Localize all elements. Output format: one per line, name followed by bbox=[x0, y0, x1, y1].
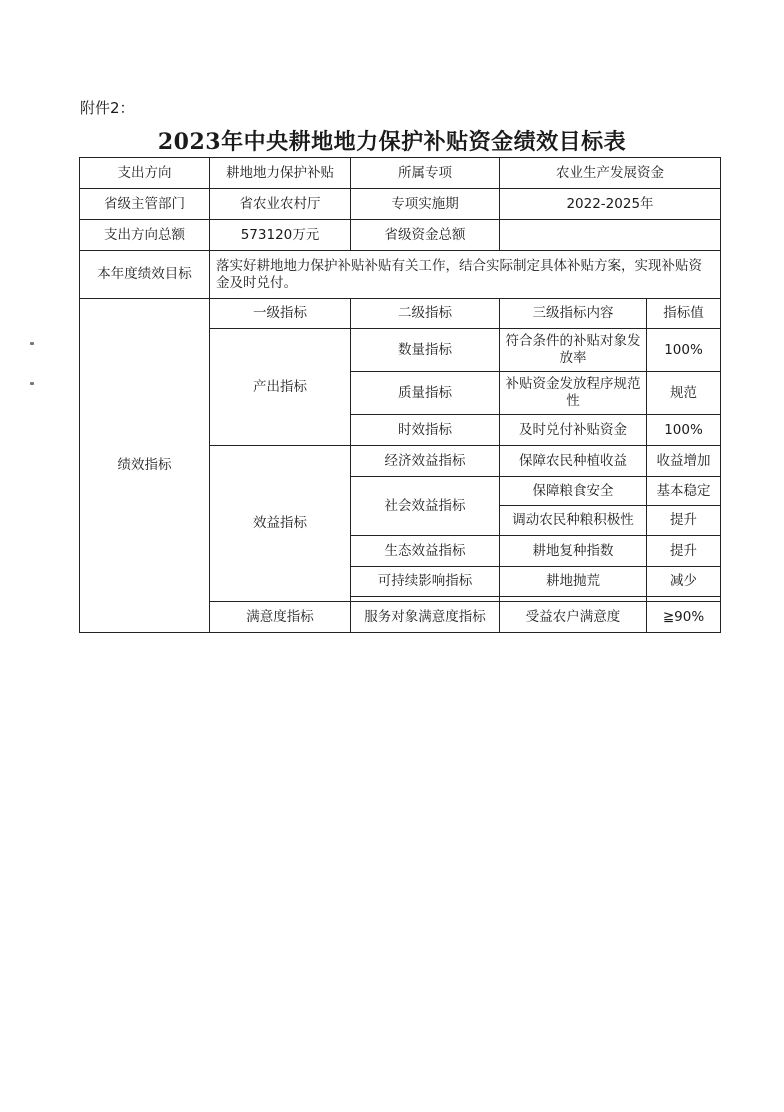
annual-goal-label: 本年度绩效目标 bbox=[80, 251, 210, 299]
annual-goal-text: 落实好耕地地力保护补贴补贴有关工作，结合实际制定具体补贴方案，实现补贴资金及时兑付。 bbox=[210, 251, 721, 299]
level2-quality: 质量指标 bbox=[351, 372, 500, 415]
special-project-label: 所属专项 bbox=[351, 158, 500, 189]
level2-sustainability: 可持续影响指标 bbox=[351, 567, 500, 597]
indicator-value: 100% bbox=[647, 329, 721, 372]
indicator-value: ≧90% bbox=[647, 602, 721, 633]
indicator-value: 规范 bbox=[647, 372, 721, 415]
page-title: 2023年中央耕地地力保护补贴资金绩效目标表 bbox=[157, 129, 627, 155]
total-amount-value: 573120万元 bbox=[210, 220, 351, 251]
table-row bbox=[80, 299, 721, 329]
provincial-funds-value bbox=[500, 220, 721, 251]
attachment-label: 附件2： bbox=[80, 99, 135, 117]
department-label: 省级主管部门 bbox=[80, 189, 210, 220]
expenditure-direction-value: 耕地地力保护补贴 bbox=[210, 158, 351, 189]
indicator-value: 减少 bbox=[647, 567, 721, 597]
level1-output: 产出指标 bbox=[210, 329, 351, 446]
indicator-content: 保障农民种植收益 bbox=[500, 446, 647, 477]
header-level3: 三级指标内容 bbox=[500, 299, 647, 329]
performance-target-table bbox=[79, 157, 721, 633]
level1-satisfaction: 满意度指标 bbox=[210, 602, 351, 633]
indicator-value: 提升 bbox=[647, 536, 721, 567]
goal-row bbox=[80, 251, 721, 299]
level1-benefit: 效益指标 bbox=[210, 446, 351, 602]
total-amount-label: 支出方向总额 bbox=[80, 220, 210, 251]
level2-economic: 经济效益指标 bbox=[351, 446, 500, 477]
scan-mark bbox=[30, 342, 34, 345]
department-value: 省农业农村厅 bbox=[210, 189, 351, 220]
indicator-value: 提升 bbox=[647, 506, 721, 536]
scan-mark bbox=[30, 382, 34, 385]
indicator-value: 收益增加 bbox=[647, 446, 721, 477]
header-level1: 一级指标 bbox=[210, 299, 351, 329]
expenditure-direction-label: 支出方向 bbox=[80, 158, 210, 189]
indicator-value: 基本稳定 bbox=[647, 477, 721, 506]
level2-quantity: 数量指标 bbox=[351, 329, 500, 372]
indicator-content: 及时兑付补贴资金 bbox=[500, 415, 647, 446]
header-value: 指标值 bbox=[647, 299, 721, 329]
period-value: 2022-2025年 bbox=[500, 189, 721, 220]
indicator-content: 调动农民种粮积极性 bbox=[500, 506, 647, 536]
indicator-content: 耕地抛荒 bbox=[500, 567, 647, 597]
period-label: 专项实施期 bbox=[351, 189, 500, 220]
provincial-funds-label: 省级资金总额 bbox=[351, 220, 500, 251]
indicator-content: 受益农户满意度 bbox=[500, 602, 647, 633]
special-project-value: 农业生产发展资金 bbox=[500, 158, 721, 189]
indicator-content: 符合条件的补贴对象发放率 bbox=[500, 329, 647, 372]
indicator-content: 补贴资金发放程序规范性 bbox=[500, 372, 647, 415]
indicator-content: 耕地复种指数 bbox=[500, 536, 647, 567]
info-row bbox=[80, 220, 721, 251]
indicator-content: 保障粮食安全 bbox=[500, 477, 647, 506]
performance-indicators-label: 绩效指标 bbox=[80, 299, 210, 633]
indicator-value: 100% bbox=[647, 415, 721, 446]
header-level2: 二级指标 bbox=[351, 299, 500, 329]
level2-timeliness: 时效指标 bbox=[351, 415, 500, 446]
level2-ecological: 生态效益指标 bbox=[351, 536, 500, 567]
info-row bbox=[80, 158, 721, 189]
level2-service-satisfaction: 服务对象满意度指标 bbox=[351, 602, 500, 633]
level2-social: 社会效益指标 bbox=[351, 477, 500, 536]
info-row bbox=[80, 189, 721, 220]
